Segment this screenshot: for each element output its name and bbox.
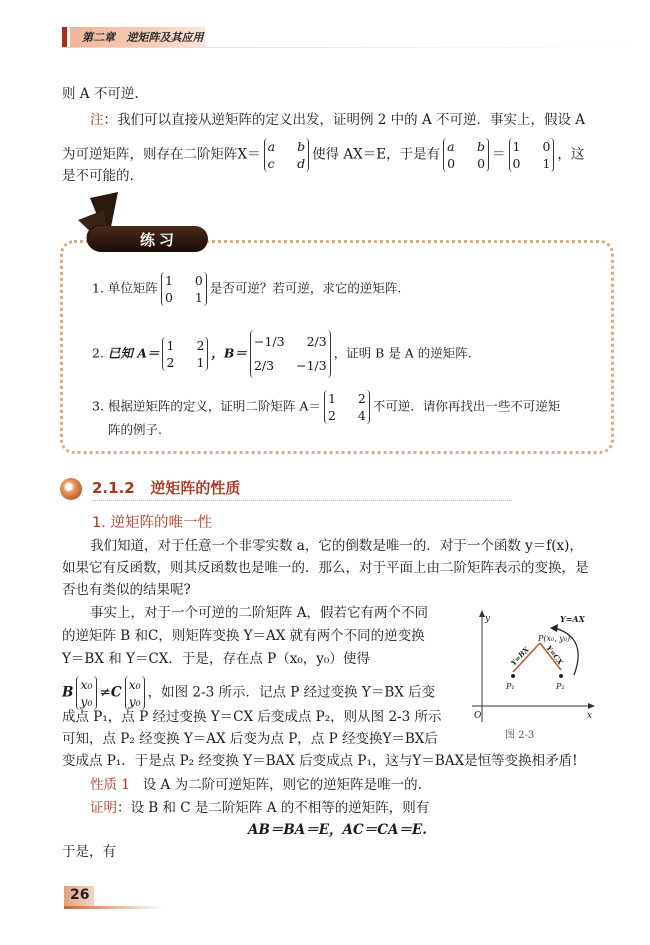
matrix-a: 1 2 2 1 [162,337,208,371]
proof-line: 证明：设 B 和 C 是二阶矩阵 A 的不相等的逆矩阵，则有 [90,800,430,816]
exercise-item-1: 1. 单位矩阵 1 0 0 1 是否可逆？若可逆，求它的逆矩阵. [92,273,402,305]
para2-line6: 可知，点 P₂ 经变换 Y＝AX 后变为点 P，点 P 经变换Y＝BX后 [62,731,438,747]
header-divider [62,47,650,48]
proof-label: 证明 [90,800,117,816]
svg-text:P₂: P₂ [556,682,565,691]
matrix-b: −1/3 2/3 2/3 −1/3 [250,330,331,378]
para1-line1: 我们知道，对于任意一个非零实数 a，它的倒数是唯一的．对于一个函数 y＝f(x)， [90,538,583,554]
running-header [82,29,204,45]
para2-line1: 事实上，对于一个可逆的二阶矩阵 A，假若它有两个不同 [90,605,429,621]
note-label: 注 [90,112,104,128]
exercise-item-2: 2. 已知 A＝ 1 2 2 1 ，B＝ −1/3 2/3 2/3 −1/3 ，证明 B 是 A 的逆矩阵. [92,330,472,378]
svg-text:Y=AX: Y=AX [560,614,585,624]
para2-line3: Y＝BX 和 Y＝CX．于是，存在点 P（x₀，y₀）使得 [62,651,370,667]
subsection-heading: 1. 逆矩阵的唯一性 [92,515,212,531]
figure-caption: 图 2-3 [505,730,535,741]
exercise-item-3-cont: 阵的例子. [108,422,162,437]
equation: AB＝BA＝E，AC＝CA＝E. [248,822,427,838]
matrix-ax: a b 0 0 [443,138,489,172]
note-line-1: 注：我们可以直接从逆矩阵的定义出发，证明例 2 中的 A 不可逆．事实上，假设 A [90,112,586,128]
para1-line2: 如果它有反函数，则其反函数也是唯一的．那么，对于平面上由二阶矩阵表示的变换，是 [62,560,589,576]
chapter-label: 第二章 [82,31,115,44]
para2-line2: 的逆矩阵 B 和C，则矩阵变换 Y＝AX 就有两个不同的逆变换 [62,628,425,644]
matrix-x: a b c d [264,138,309,172]
header-accent-bar [62,27,67,47]
chapter-title: 逆矩阵及其应用 [126,31,204,44]
section-heading: 2.1.2 逆矩阵的性质 [92,479,241,497]
exercise-title: 练习 [140,231,179,249]
para1-line3: 否也有类似的结果呢? [62,582,191,598]
svg-text:O: O [474,711,482,721]
para2-line7: 变成点 P₁．于是点 P₂ 经变换 Y＝BAX 后变成点 P₁，这与Y＝BAX是恒等变换相矛盾! [62,753,578,769]
identity-matrix: 1 0 0 1 [161,272,207,306]
property-1: 性质 1 设 A 为二阶可逆矩阵，则它的逆矩阵是唯一的. [90,777,422,793]
property-label: 性质 1 [90,777,130,793]
note-line-2: 为可逆矩阵，则存在二阶矩阵X＝ a b c d 使得 AX＝E，于是有 a b 0 0 ＝ 1 0 0 1 ，这 [62,139,585,171]
svg-text:Y=BX: Y=BX [508,644,531,668]
svg-text:P₁: P₁ [506,682,515,691]
vector-p-2: x₀ y₀ [125,676,145,710]
section-divider [92,500,512,501]
svg-text:x: x [587,711,593,721]
figure-2-3-diagram [470,610,595,725]
para2-line5: 成点 P₁，点 P 经过变换 Y＝CX 后变成点 P₂，则从图 2-3 所示 [62,709,442,725]
vector-p: x₀ y₀ [76,676,96,710]
svg-text:y: y [485,614,491,624]
section-bullet-icon [60,478,82,500]
footer-rule [64,906,164,909]
singular-matrix: 1 2 2 4 [324,390,370,424]
note-line-3: 是不可能的. [62,168,134,184]
final-line: 于是，有 [62,844,116,860]
svg-text:Y=CX: Y=CX [544,643,565,667]
para2-line4: B x₀ y₀ ≠C x₀ y₀ ，如图 2-3 所示．记点 P 经过变换 Y＝BX 后变 [62,677,436,709]
matrix-e: 1 0 0 1 [509,138,555,172]
exercise-item-3: 3. 根据逆矩阵的定义，证明二阶矩阵 A＝ 1 2 2 4 不可逆．请你再找出一些不可逆矩 [92,391,561,423]
page-number: 26 [70,887,90,903]
conclusion-line: 则 A 不可逆. [62,86,139,102]
svg-text:P(x₀, y₀): P(x₀, y₀) [538,634,571,643]
